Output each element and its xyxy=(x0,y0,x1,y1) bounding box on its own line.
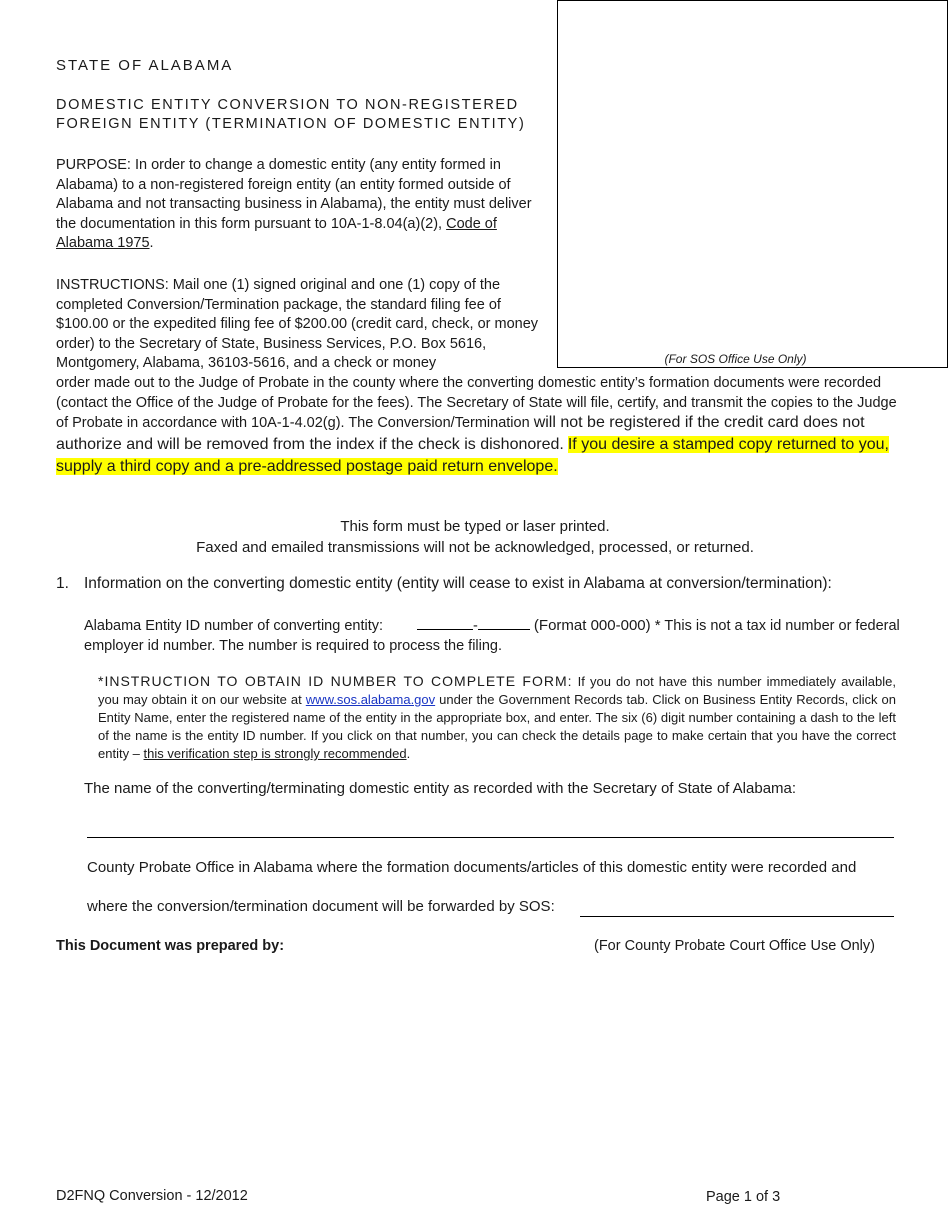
entity-id-dash: - xyxy=(473,618,478,634)
page-number: Page 1 of 3 xyxy=(706,1189,781,1205)
id-instructions-end: . xyxy=(406,746,411,761)
county-probate-label-line2: where the conversion/termination document will be forwarded by SOS: xyxy=(87,898,555,915)
item-1-heading xyxy=(56,575,916,593)
notice-transmissions: Faxed and emailed transmissions will not be acknowledged, processed, or returned. xyxy=(196,539,754,556)
sos-website-link[interactable]: www.sos.alabama.gov xyxy=(305,692,436,707)
verification-recommendation: this verification step is strongly recommended xyxy=(143,746,407,761)
item-heading-text: Information on the converting domestic entity (entity will cease to exist in Alabama at conversion/termination): xyxy=(84,575,832,592)
state-heading: STATE OF ALABAMA xyxy=(56,57,234,74)
entity-id-part2-field[interactable] xyxy=(478,615,530,630)
stamped-copy-highlight: If you desire a stamped copy returned to you, supply a third copy and a pre-addressed postage paid return envelope. xyxy=(56,435,889,475)
code-of-alabama-ref: Code of Alabama 1975 xyxy=(56,215,497,251)
entity-id-label: Alabama Entity ID number of converting entity: xyxy=(84,618,384,634)
form-title xyxy=(56,96,556,134)
id-instructions xyxy=(98,672,896,763)
entity-id-format: (Format 000-000) * xyxy=(533,617,661,634)
purpose-text: PURPOSE: In order to change a domestic entity (any entity formed in Alabama) to a non-registered foreign entity (an entity formed outside of Alabama and not transacting business in Alabama), the entity must deliver the documentation in this form pursuant to 10A-1-8.04(a)(2), xyxy=(56,157,532,232)
item-number: 1. xyxy=(56,575,69,592)
sos-office-use-caption: (For SOS Office Use Only) xyxy=(664,352,807,366)
form-title-line1: DOMESTIC ENTITY CONVERSION TO NON-REGISTERED xyxy=(56,97,519,113)
purpose-paragraph xyxy=(56,156,546,254)
entity-name-label: The name of the converting/terminating domestic entity as recorded with the Secretary of State of Alabama: xyxy=(84,780,797,797)
id-instructions-text1: If you do not have this number immediately available, you may obtain it on our website at xyxy=(98,674,896,707)
instructions-rest-text: order made out to the Judge of Probate in the county where the converting domestic entity’s formation documents were recorded (contact the Office of the Judge of Probate for the fees). The Secretary of State will file, certify, and transmit the copies to the Judge of Probate in accordance with 10A-1-4.02(g). The Conversion/Termination xyxy=(56,375,897,431)
entity-id-part1-field[interactable] xyxy=(417,615,473,630)
county-probate-field[interactable] xyxy=(580,916,894,917)
id-instructions-text2: under the Government Records tab. Click on Business Entity Records, click on Entity Name, enter the registered name of the entity in the appropriate box, and enter. The six (6) digit number containing a dash to the left of the name is the entity ID number. If you click on that number, you can check the details page to make certain that you have the correct entity – xyxy=(98,692,896,761)
filing-notice xyxy=(0,516,950,558)
county-probate-label-line1: County Probate Office in Alabama where the formation documents/articles of this domestic entity were recorded and xyxy=(87,859,857,876)
probate-use-label: (For County Probate Court Office Use Only) xyxy=(594,938,875,954)
instructions-paragraph-top: INSTRUCTIONS: Mail one (1) signed original and one (1) copy of the completed Conversion/Termination package, the standard filing fee of $100.00 or the expedited filing fee of $200.00 (credit card, check, or money order) to the Secretary of State, Business Services, P.O. Box 5616, Montgomery, Alabama, 36103-5616, and a check or money xyxy=(56,277,539,371)
form-id-footer: D2FNQ Conversion - 12/2012 xyxy=(56,1188,248,1204)
entity-id-note: This is not a tax id number or federal employer id number. The number is required to process the filing. xyxy=(84,618,900,654)
form-title-line2: FOREIGN ENTITY (TERMINATION OF DOMESTIC ENTITY) xyxy=(56,116,526,132)
instructions-payment-warning: will not be registered if the credit card does not authorize and will be removed from the index if the check is dishonored. xyxy=(56,414,865,453)
purpose-end: . xyxy=(149,235,154,251)
notice-typed: This form must be typed or laser printed. xyxy=(340,518,610,535)
entity-name-field[interactable] xyxy=(87,837,894,838)
id-instructions-lead: *INSTRUCTION TO OBTAIN ID NUMBER TO COMPLETE FORM: xyxy=(98,673,573,689)
entity-id-row xyxy=(84,615,904,656)
prepared-by-label: This Document was prepared by: xyxy=(56,938,285,954)
sos-office-use-box xyxy=(557,0,948,368)
instructions-paragraph-rest xyxy=(56,374,906,478)
